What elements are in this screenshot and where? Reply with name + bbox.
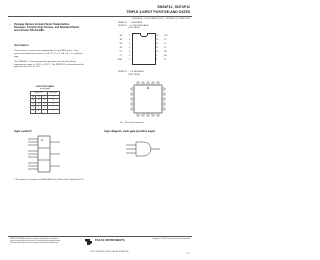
dip-package-block xyxy=(118,22,178,30)
column-header: Y xyxy=(47,95,60,99)
logic-symbol-and-label: & xyxy=(41,138,44,142)
column-header: C xyxy=(43,95,45,98)
table-cell: H xyxy=(43,99,45,102)
column-header: B xyxy=(36,95,42,99)
table-cell: X xyxy=(36,102,42,106)
fk-package-label: SN54F11 . . . FK PACKAGE xyxy=(118,71,144,73)
table-cell: L xyxy=(47,106,60,110)
pin-name: 3B xyxy=(164,50,167,53)
and-gate-icon xyxy=(126,142,160,156)
document-title: TRIPLE 3-INPUT POSITIVE-AND GATES xyxy=(126,10,190,14)
description-section xyxy=(14,44,84,69)
pin-name: 1B xyxy=(119,38,122,41)
ti-logo-icon xyxy=(84,238,93,246)
dip-package-view: (TOP VIEW) xyxy=(128,27,140,30)
pin-number: 14 xyxy=(156,34,159,37)
pin-row xyxy=(155,58,179,62)
logic-diagram-title: logic diagram, each gate (positive logic) xyxy=(104,130,156,133)
description-paragraph-2: The SN54F11 is characterized for operation over the full military temperature range of –55°C to 125°C. The SN74F11 is characterized for operation from 0°C to 70°C. xyxy=(14,60,85,69)
address: POST OFFICE BOX 655303 • DALLAS, TEXAS 75265 xyxy=(90,252,129,253)
table-cell: L xyxy=(30,102,36,106)
pin-name: 1C xyxy=(164,38,167,41)
dip-notch xyxy=(140,33,148,37)
function-table-block xyxy=(28,86,62,114)
table-cell: H xyxy=(32,99,34,102)
pin-number: 4 xyxy=(128,46,130,49)
table-cell: L xyxy=(36,106,42,110)
part-numbers: SN54F11, SN74F11 xyxy=(157,5,190,9)
table-cell: H xyxy=(37,99,40,102)
table-cell: H xyxy=(47,99,60,103)
fk-nc-note: NC – No internal connection xyxy=(120,122,144,124)
logic-diagram xyxy=(120,138,170,162)
function-table-subtitle: (each gate) xyxy=(39,88,51,90)
pin-number: 2 xyxy=(128,38,130,41)
footnote: † This symbol is in accordance with ANSI/IEEE Std 91-1984 and IEC Publication 617-12. xyxy=(14,179,85,181)
fk-package-view: (TOP VIEW) xyxy=(128,73,140,76)
table-cell: L xyxy=(41,109,47,113)
logic-symbol-box xyxy=(38,136,50,172)
legal-notice: PRODUCTION DATA information is current as of publication date. Products conform to specifications per the terms of Texas Instruments standard warranty. Production processing does not necessarily include testing of all parameters. xyxy=(10,239,61,244)
column-header: A xyxy=(30,95,36,99)
pin-name: 1Y xyxy=(164,42,167,45)
dip-left-pins xyxy=(110,34,131,62)
function-table xyxy=(30,91,60,114)
table-cell: X xyxy=(30,109,36,113)
pin-row xyxy=(110,58,131,62)
pin-number: 8 xyxy=(156,58,158,61)
table-cell: X xyxy=(36,109,42,113)
fk-package-diagram xyxy=(118,79,178,121)
pin-number: 6 xyxy=(128,54,130,57)
document-subtitle: SDFS033A – D2932, MARCH 1987 – REVISED OCTOBER 1993 xyxy=(132,18,190,20)
dip-package-label-1: SN54F11 . . . J PACKAGE xyxy=(118,22,143,24)
pin-name: 3C xyxy=(164,46,167,49)
pin-number: 7 xyxy=(128,58,130,61)
dip-package-label-2: SN74F11 . . . D OR N PACKAGE xyxy=(118,24,149,27)
pin-number: 3 xyxy=(128,42,130,45)
pin-name: 1A xyxy=(119,34,122,37)
table-cell: X xyxy=(41,106,47,110)
table-cell: X xyxy=(30,106,36,110)
output-header: OUTPUT xyxy=(49,92,58,95)
logic-symbol-diagram xyxy=(14,134,74,176)
pin-name: 2C xyxy=(119,50,122,53)
pin-name: 3Y xyxy=(164,58,167,61)
inputs-header: INPUTS xyxy=(30,92,47,96)
table-row xyxy=(30,109,59,113)
table-cell: L xyxy=(47,109,60,113)
ti-brand: TEXAS INSTRUMENTS xyxy=(95,239,125,242)
pin-name: 2Y xyxy=(119,54,122,57)
pin-number: 9 xyxy=(156,54,158,57)
pin-number: 11 xyxy=(156,46,159,49)
dip-right-pins xyxy=(155,34,179,62)
description-paragraph-1: These devices contain three independent 3-input AND gates. They perform the Boolean functions Y = A • B • C or Y = A + B + C in positive logic. xyxy=(14,49,83,58)
pin-number: 1 xyxy=(128,34,130,37)
table-cell: X xyxy=(41,102,47,106)
copyright: Copyright © 1993, Texas Instruments Incorporated xyxy=(152,238,190,240)
ti-logo xyxy=(84,238,93,246)
pin-name: 2B xyxy=(119,46,122,49)
pin-name: GND xyxy=(117,58,122,61)
logic-symbol-title: logic symbol† xyxy=(14,130,32,133)
fk-package-block xyxy=(118,71,178,76)
description-title: description xyxy=(14,44,29,47)
bullet-icon: • xyxy=(9,22,11,26)
pin-name: 2A xyxy=(119,42,122,45)
features-list xyxy=(9,22,80,33)
pin-number: 12 xyxy=(156,42,159,45)
feature-text: Package Options Include Plastic Small-Outline Packages, Ceramic Chip Carriers, and Standard Plastic and Ceramic 300-mil DIPs xyxy=(14,23,80,33)
pin-number: 10 xyxy=(156,50,159,53)
pin-name: 3A xyxy=(164,54,167,57)
header-rule xyxy=(8,16,192,17)
footer-rule xyxy=(8,236,192,237)
pin-name: VCC xyxy=(164,34,169,37)
pin-number: 13 xyxy=(156,38,159,41)
pin-number: 5 xyxy=(128,50,130,53)
function-table-title: FUNCTION TABLE xyxy=(35,86,55,88)
table-cell: L xyxy=(47,102,60,106)
page-number: 2–1 xyxy=(186,253,190,255)
dip-pinout xyxy=(110,33,180,65)
dip-body xyxy=(132,33,159,65)
